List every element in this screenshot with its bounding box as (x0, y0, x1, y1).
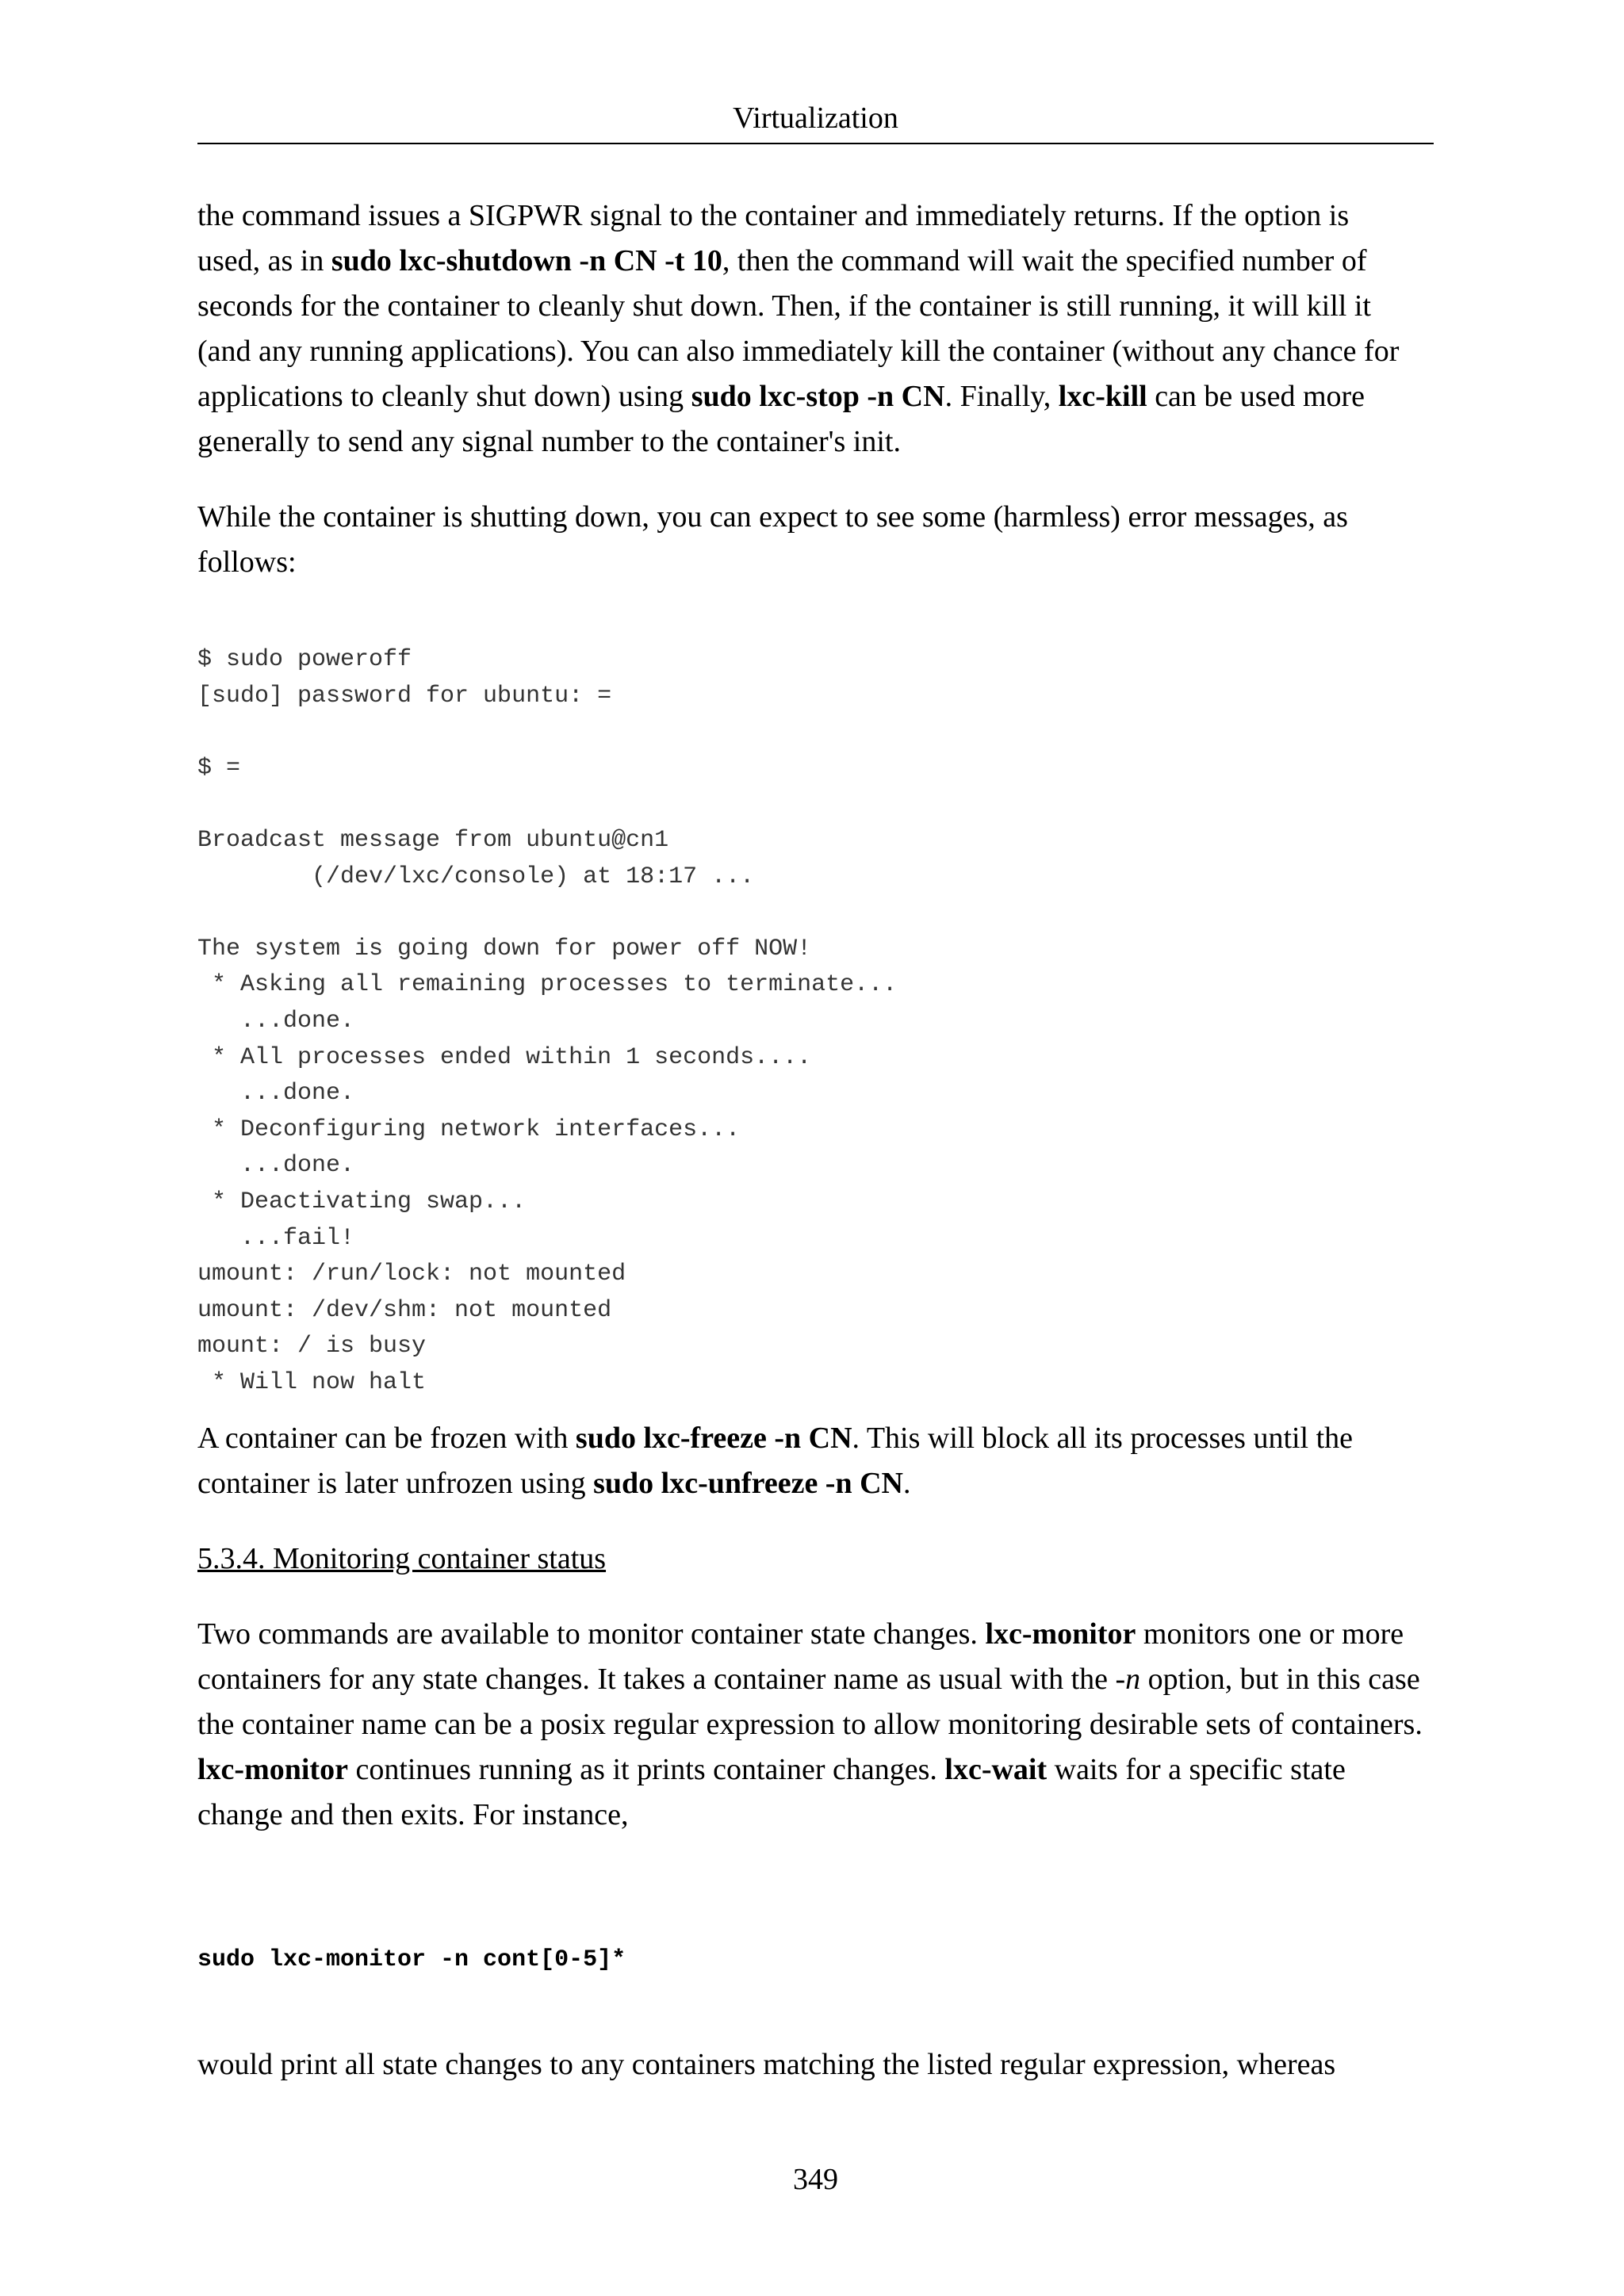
command-lxc-freeze: sudo lxc-freeze -n CN (575, 1422, 852, 1456)
page-content (197, 193, 1442, 2087)
command-lxc-shutdown: sudo lxc-shutdown -n CN -t 10 (331, 244, 722, 277)
paragraph-monitoring (197, 1612, 1442, 1838)
command-lxc-wait: lxc-wait (944, 1753, 1048, 1787)
text-line: the container name can be a posix regular expression to allow monitoring desirable sets of containers. (197, 1708, 1423, 1742)
option-n: -n (1115, 1663, 1141, 1697)
page-number: 349 (793, 2163, 838, 2196)
paragraph-monitor-result (197, 2042, 1442, 2087)
text-line: containers for any state changes. It takes a container name as usual with the -n option, but in this case (197, 1663, 1420, 1697)
text-line: (and any running applications). You can also immediately kill the container (without any chance for (197, 335, 1400, 368)
text-line: used, as in sudo lxc-shutdown -n CN -t 10, then the command will wait the specified number of (197, 244, 1367, 277)
paragraph-error-messages-intro (197, 495, 1442, 585)
text-line: While the container is shutting down, you can expect to see some (harmless) error messages, as (197, 500, 1348, 534)
text-line: generally to send any signal number to the container's init. (197, 425, 901, 458)
text-line: seconds for the container to cleanly shut down. Then, if the container is still running, it will kill it (197, 289, 1371, 323)
header-divider (197, 143, 1434, 144)
text-line: container is later unfrozen using sudo lxc-unfreeze -n CN. (197, 1467, 911, 1501)
running-header: Virtualization (733, 101, 898, 135)
text-line: applications to cleanly shut down) using sudo lxc-stop -n CN. Finally, lxc-kill can be used more (197, 380, 1365, 413)
shutdown-console-output: $ sudo poweroff [sudo] password for ubuntu: = $ = Broadcast message from ubuntu@cn1 (/dev/lxc/console) at 18:17 ... The system is going down for power off NOW! * Asking all remaining processes to terminate... ...done. * All processes ended within 1 seconds.... ...done. * Deconfiguring network interfaces... ...done. * Deactivating swap... ...fail! umount: /run/lock: not mounted umount: /dev/shm: not mounted mount: / is busy * Will now halt (197, 646, 898, 1396)
command-lxc-kill: lxc-kill (1058, 380, 1147, 413)
section-heading: 5.3.4. Monitoring container status (197, 1542, 607, 1576)
text-line: change and then exits. For instance, (197, 1798, 629, 1832)
monitor-command-example: sudo lxc-monitor -n cont[0-5]* (197, 1946, 626, 1974)
paragraph-shutdown-options (197, 193, 1442, 465)
text-line: would print all state changes to any containers matching the listed regular expression, whereas (197, 2048, 1336, 2082)
text-line: Two commands are available to monitor container state changes. lxc-monitor monitors one or more (197, 1617, 1404, 1651)
command-lxc-monitor: lxc-monitor (985, 1617, 1136, 1651)
text-line: follows: (197, 545, 297, 579)
command-lxc-unfreeze: sudo lxc-unfreeze -n CN (593, 1467, 903, 1501)
text-line: lxc-monitor continues running as it prints container changes. lxc-wait waits for a specific state (197, 1753, 1346, 1787)
command-lxc-monitor: lxc-monitor (197, 1753, 348, 1787)
text-line: A container can be frozen with sudo lxc-freeze -n CN. This will block all its processes until the (197, 1422, 1354, 1456)
text-line: the command issues a SIGPWR signal to the container and immediately returns. If the option is (197, 199, 1350, 232)
paragraph-freeze (197, 1416, 1442, 1506)
command-lxc-stop: sudo lxc-stop -n CN (691, 380, 945, 413)
